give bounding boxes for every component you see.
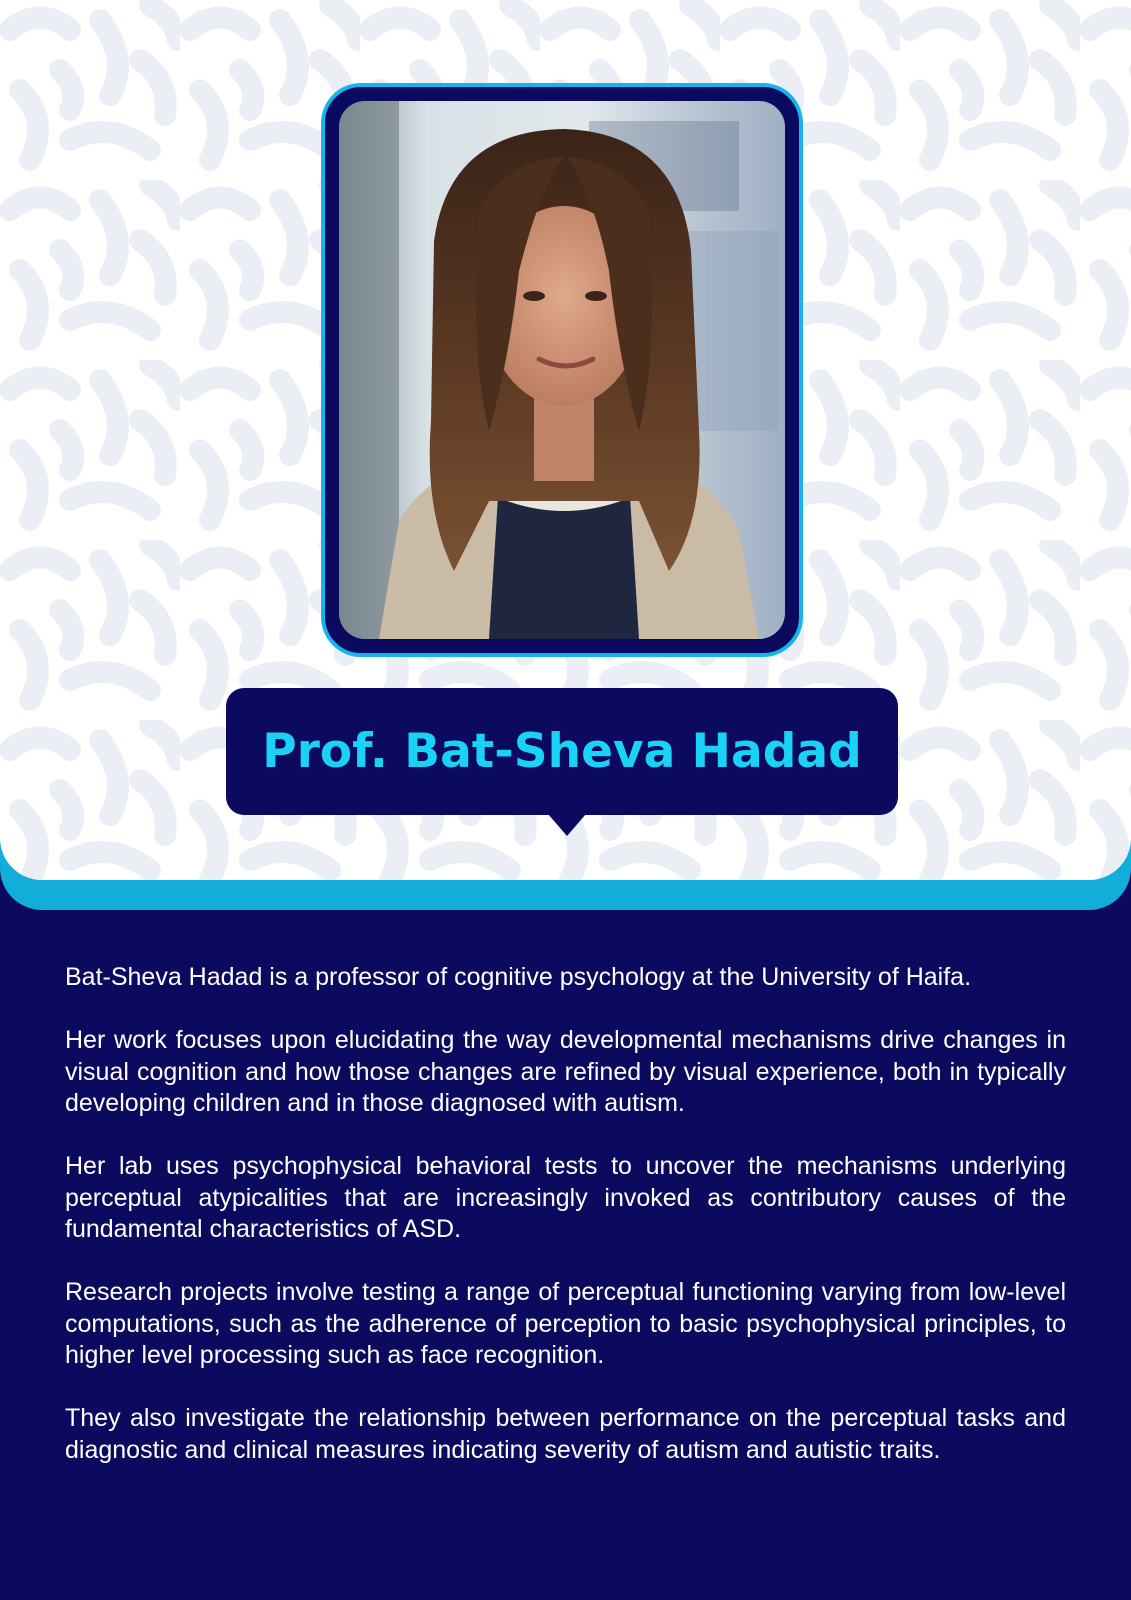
bio-paragraph-4: Research projects involve testing a range of perceptual functioning varying from low-level computations, such as the adherence of perception to basic psychophysical principles, to higher level processing such as face recognition. — [65, 1278, 1066, 1369]
name-banner — [226, 688, 898, 815]
bio-paragraph-1: Bat-Sheva Hadad is a professor of cognitive psychology at the University of Haifa. — [65, 963, 972, 991]
bio-paragraph-2: Her work focuses upon elucidating the way developmental mechanisms drive changes in visual cognition and how those changes are refined by visual experience, both in typically developing children and in those diagnosed with autism. — [65, 1026, 1066, 1117]
bio-section — [65, 962, 1066, 1498]
portrait-photo — [339, 101, 785, 639]
bio-paragraph-5: They also investigate the relationship between performance on the perceptual tasks and diagnostic and clinical measures indicating severity of autism and autistic traits. — [65, 1404, 1066, 1464]
profile-name: Prof. Bat-Sheva Hadad — [262, 724, 862, 779]
bio-paragraph-3: Her lab uses psychophysical behavioral tests to uncover the mechanisms underlying perceptual atypicalities that are increasingly invoked as contributory causes of the fundamental characteristics of ASD. — [65, 1152, 1066, 1243]
profile-photo-frame — [321, 83, 803, 657]
